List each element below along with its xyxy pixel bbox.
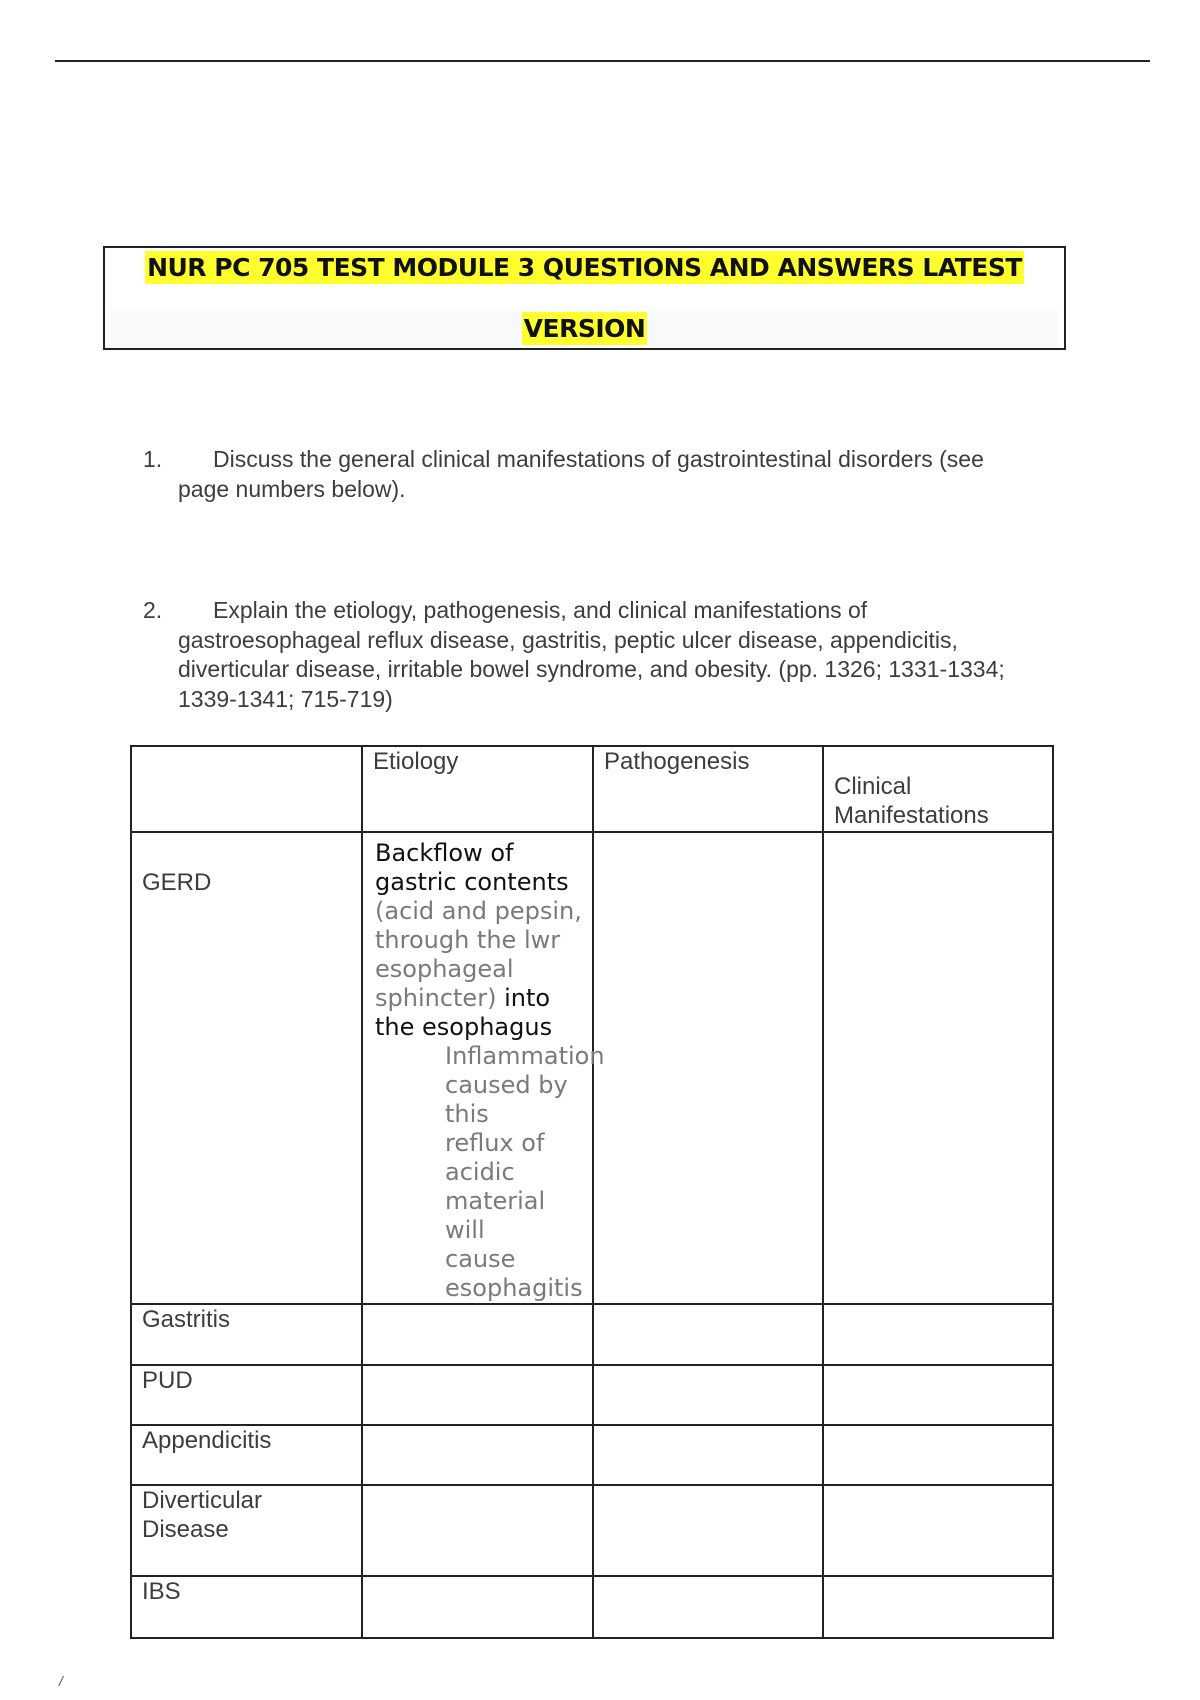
row-label-gastritis: Gastritis <box>131 1304 362 1365</box>
gerd-note-line: material will <box>445 1187 546 1244</box>
header-etiology: Etiology <box>362 746 593 832</box>
header-clinical-manifestations: Clinical Manifestations <box>823 746 1053 832</box>
row-label-gerd: GERD <box>131 832 362 1304</box>
table-cell <box>823 1485 1053 1576</box>
table-cell <box>593 1304 823 1365</box>
question-2-text-line1: Explain the etiology, pathogenesis, and clinical manifestations of <box>213 597 868 623</box>
question-2 <box>143 596 1043 714</box>
table-cell <box>362 1304 593 1365</box>
row-label-diverticular-disease: Diverticular Disease <box>131 1485 362 1576</box>
table-row-appendicitis <box>131 1425 1053 1485</box>
question-2-text-rest: gastroesophageal reflux disease, gastritis, peptic ulcer disease, appendicitis, diverticular disease, irritable bowel syndrome, and obesity. (pp. 1326; 1331-1334; 1339-1341; 715-719) <box>178 626 1005 712</box>
gerd-note-line: Inflammation <box>445 1042 605 1070</box>
table-row-gerd <box>131 832 1053 1304</box>
disorders-table <box>130 745 1054 1639</box>
footer-mark: / <box>59 1673 63 1689</box>
document-title-line-2: VERSION <box>523 314 646 343</box>
table-cell <box>362 1485 593 1576</box>
table-cell <box>362 1425 593 1485</box>
table-cell <box>593 1576 823 1638</box>
table-cell <box>362 1365 593 1425</box>
gerd-clinical-cell <box>823 832 1053 1304</box>
table-cell <box>823 1576 1053 1638</box>
question-1 <box>143 445 1043 504</box>
row-label-appendicitis: Appendicitis <box>131 1425 362 1485</box>
gerd-etiology-note <box>375 1042 605 1303</box>
question-1-text-rest: page numbers below). <box>178 475 406 502</box>
header-cell-empty <box>131 746 362 832</box>
question-1-text-line1: Discuss the general clinical manifestations of gastrointestinal disorders (see <box>213 446 984 472</box>
gerd-note-line: reflux of acidic <box>445 1129 545 1186</box>
gerd-pathogenesis-cell <box>593 832 823 1304</box>
header-pathogenesis: Pathogenesis <box>593 746 823 832</box>
row-label-pud: PUD <box>131 1365 362 1425</box>
table-header-row <box>131 746 1053 832</box>
gerd-note-line: cause <box>445 1245 516 1273</box>
table-cell <box>823 1425 1053 1485</box>
top-rule <box>55 60 1150 62</box>
table-cell <box>593 1425 823 1485</box>
gerd-etiology-dark-2: into the esophagus <box>375 984 553 1041</box>
table-row-ibs <box>131 1576 1053 1638</box>
title-box <box>103 246 1066 350</box>
table-row-gastritis <box>131 1304 1053 1365</box>
row-label-ibs: IBS <box>131 1576 362 1638</box>
table-row-pud <box>131 1365 1053 1425</box>
question-1-number: 1. <box>143 446 163 472</box>
table-cell <box>823 1304 1053 1365</box>
gerd-etiology-dark-1: Backflow of gastric contents <box>375 839 569 896</box>
table-cell <box>593 1485 823 1576</box>
gerd-etiology-gray: (acid and pepsin, through the lwr esophageal sphincter) <box>375 897 582 1012</box>
gerd-note-line: caused by this <box>445 1071 568 1128</box>
table-cell <box>593 1365 823 1425</box>
question-2-number: 2. <box>143 597 163 623</box>
document-title-line-1: NUR PC 705 TEST MODULE 3 QUESTIONS AND ANSWERS LATEST <box>147 253 1022 282</box>
gerd-note-line: esophagitis <box>445 1274 583 1302</box>
gerd-etiology-cell <box>362 832 605 1304</box>
table-row-diverticular-disease <box>131 1485 1053 1576</box>
table-cell <box>362 1576 593 1638</box>
table-cell <box>823 1365 1053 1425</box>
